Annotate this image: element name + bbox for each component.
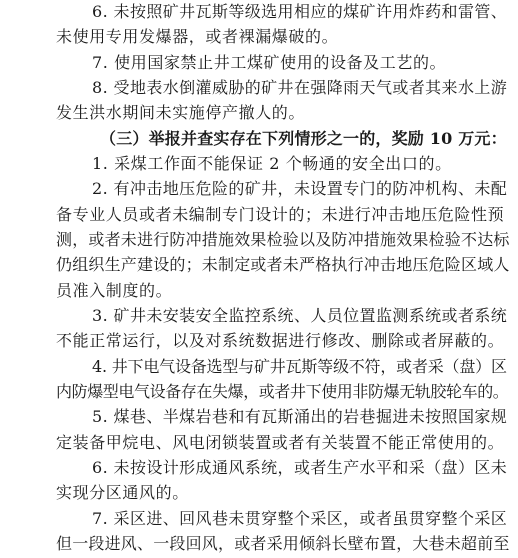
text-line: 5. 煤巷、半煤岩巷和有瓦斯涌出的岩巷掘进未按照国家规 (92, 407, 508, 426)
text-line: 员准入制度的。 (56, 281, 173, 300)
text-line: 内防爆型电气设备存在失爆，或者井下使用非防爆无轨胶轮车的。 (56, 382, 509, 401)
text-line: 4. 井下电气设备选型与矿井瓦斯等级不符，或者采（盘）区 (92, 357, 507, 376)
text-line: 定装备甲烷电、风电闭锁装置或者有关装置不能正常使用的。 (56, 433, 505, 452)
text-line: 3. 矿井未安装安全监控系统、人员位置监测系统或者系统 (92, 306, 508, 325)
text-line: 发生洪水期间未实施停产撤人的。 (56, 103, 306, 122)
text-line: 不能正常运行，以及对系统数据进行修改、删除或者屏蔽的。 (56, 331, 505, 350)
text-line: 2. 有冲击地压危险的矿井，未设置专门的防冲机构、未配 (92, 179, 508, 198)
section-heading: （三）举报并查实存在下列情形之一的，奖励 10 万元： (100, 129, 507, 148)
text-line: 未使用专用发爆器，或者裸漏爆破的。 (56, 27, 339, 46)
text-line: 实现分区通风的。 (56, 483, 189, 502)
text-line: 测，或者未进行防冲措施效果检验以及防冲措施效果检验不达标 (56, 230, 510, 249)
text-line: 6. 未按设计形成通风系统，或者生产水平和采（盘）区未 (92, 458, 508, 477)
text-line: 7. 采区进、回风巷未贯穿整个采区，或者虽贯穿整个采区 (92, 509, 508, 528)
text-line: 1. 采煤工作面不能保证 2 个畅通的安全出口的。 (92, 154, 452, 173)
text-line: 7. 使用国家禁止井工煤矿使用的设备及工艺的。 (92, 53, 447, 72)
text-line: 6. 未按照矿井瓦斯等级选用相应的煤矿许用炸药和雷管、 (92, 2, 508, 21)
text-line: 仍组织生产建设的；未制定或者未严格执行冲击地压危险区域人 (56, 255, 510, 274)
text-line: 备专业人员或者未编制专门设计的；未进行冲击地压危险性预 (56, 205, 505, 224)
text-line: 但一段进风、一段回风，或者采用倾斜长壁布置，大巷未超前至 (56, 534, 510, 553)
text-line: 8. 受地表水倒灌威胁的矿井在强降雨天气或者其来水上游 (92, 78, 508, 97)
